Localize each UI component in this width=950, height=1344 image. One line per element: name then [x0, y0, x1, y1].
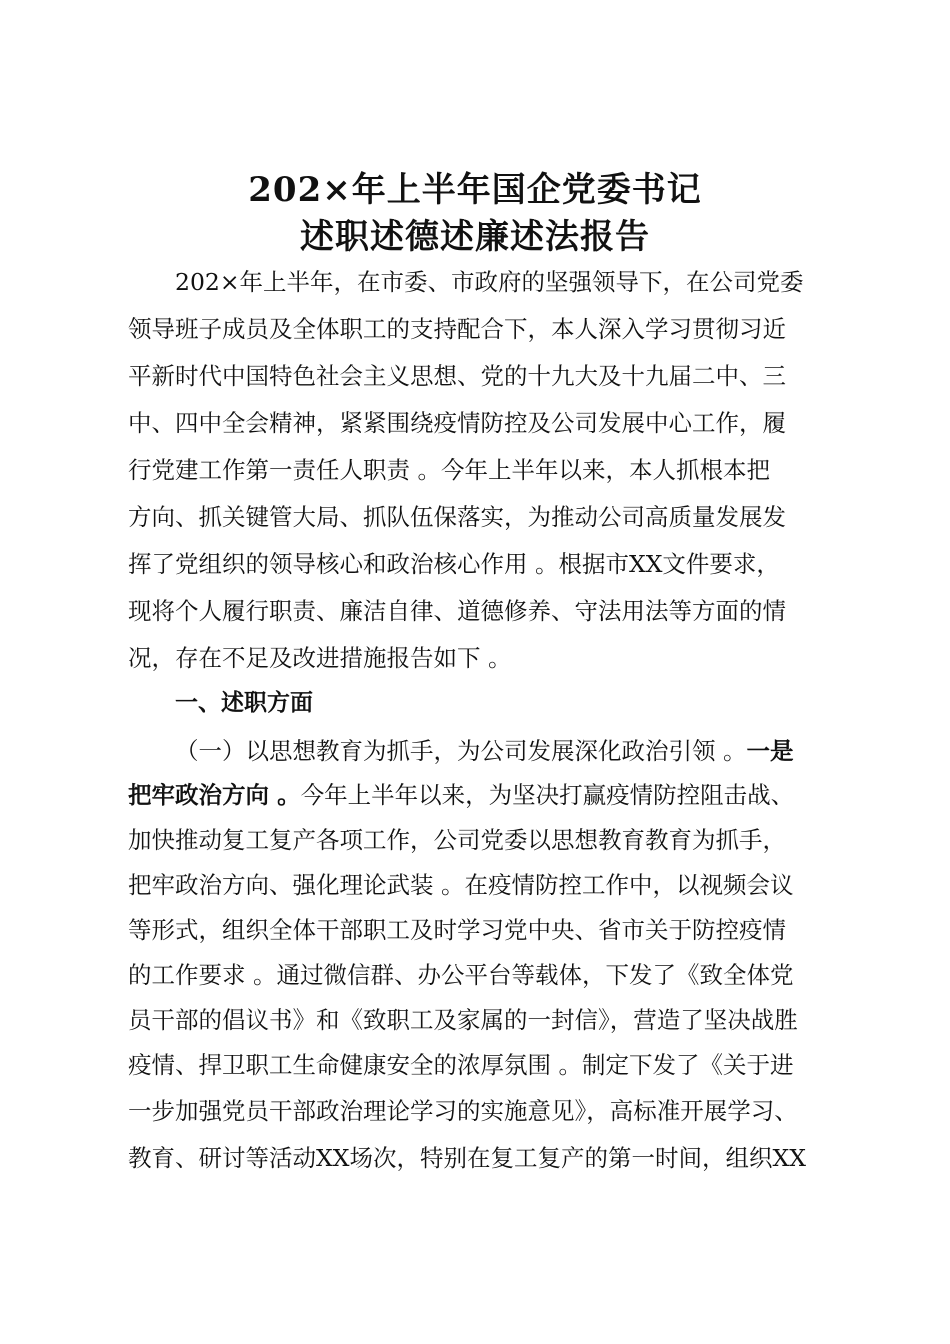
paragraph-line: 的工作要求 。通过微信群、办公平台等载体，下发了《致全体党: [128, 961, 794, 989]
document-title-line-1: 202×年上半年国企党委书记: [248, 170, 702, 210]
paragraph-line: 一步加强党员干部政治理论学习的实施意见》，高标准开展学习、: [128, 1097, 798, 1125]
paragraph-line: 教育、研讨等活动XX场次，特别在复工复产的第一时间，组织XX: [128, 1144, 806, 1172]
paragraph-line: 202×年上半年，在市委、市政府的坚强领导下，在公司党委: [175, 268, 804, 296]
subsection-heading: （一）以思想教育为抓手，为公司发展深化政治引领 。: [175, 737, 747, 765]
paragraph-line: 挥了党组织的领导核心和政治核心作用 。根据市XX文件要求，: [128, 550, 780, 578]
paragraph-line: 况，存在不足及改进措施报告如下 。: [128, 644, 512, 672]
bold-lead: 把牢政治方向 。: [128, 781, 301, 809]
paragraph-line: [175, 736, 840, 766]
paragraph-text: 今年上半年以来，为坚决打赢疫情防控阻击战、: [300, 781, 795, 809]
paragraph-line: 方向、抓关键管大局、抓队伍保落实，为推动公司高质量发展发: [128, 503, 786, 531]
paragraph-line: 现将个人履行职责、廉洁自律、道德修养、守法用法等方面的情: [128, 597, 786, 625]
paragraph-line: 等形式，组织全体干部职工及时学习党中央、省市关于防控疫情: [128, 916, 786, 944]
paragraph-line: 加快推动复工复产各项工作，公司党委以思想教育教育为抓手，: [128, 826, 786, 854]
paragraph-line: [128, 780, 840, 810]
paragraph-line: 员干部的倡议书》和《致职工及家属的一封信》，营造了坚决战胜: [128, 1006, 798, 1034]
bold-lead: 一是: [746, 737, 794, 765]
paragraph-line: 疫情、捍卫职工生命健康安全的浓厚氛围 。制定下发了《关于进: [128, 1051, 794, 1079]
paragraph-line: 平新时代中国特色社会主义思想、党的十九大及十九届二中、三: [128, 362, 786, 390]
paragraph-line: 把牢政治方向、强化理论武装 。在疫情防控工作中，以视频会议: [128, 871, 794, 899]
paragraph-line: 领导班子成员及全体职工的支持配合下，本人深入学习贯彻习近: [128, 315, 786, 343]
document-title-line-2: 述职述德述廉述法报告: [300, 217, 650, 257]
section-heading: 一、述职方面: [175, 690, 313, 716]
paragraph-line: 行党建工作第一责任人职责 。今年上半年以来，本人抓根本把: [128, 456, 770, 484]
paragraph-line: 中、四中全会精神，紧紧围绕疫情防控及公司发展中心工作，履: [128, 409, 786, 437]
